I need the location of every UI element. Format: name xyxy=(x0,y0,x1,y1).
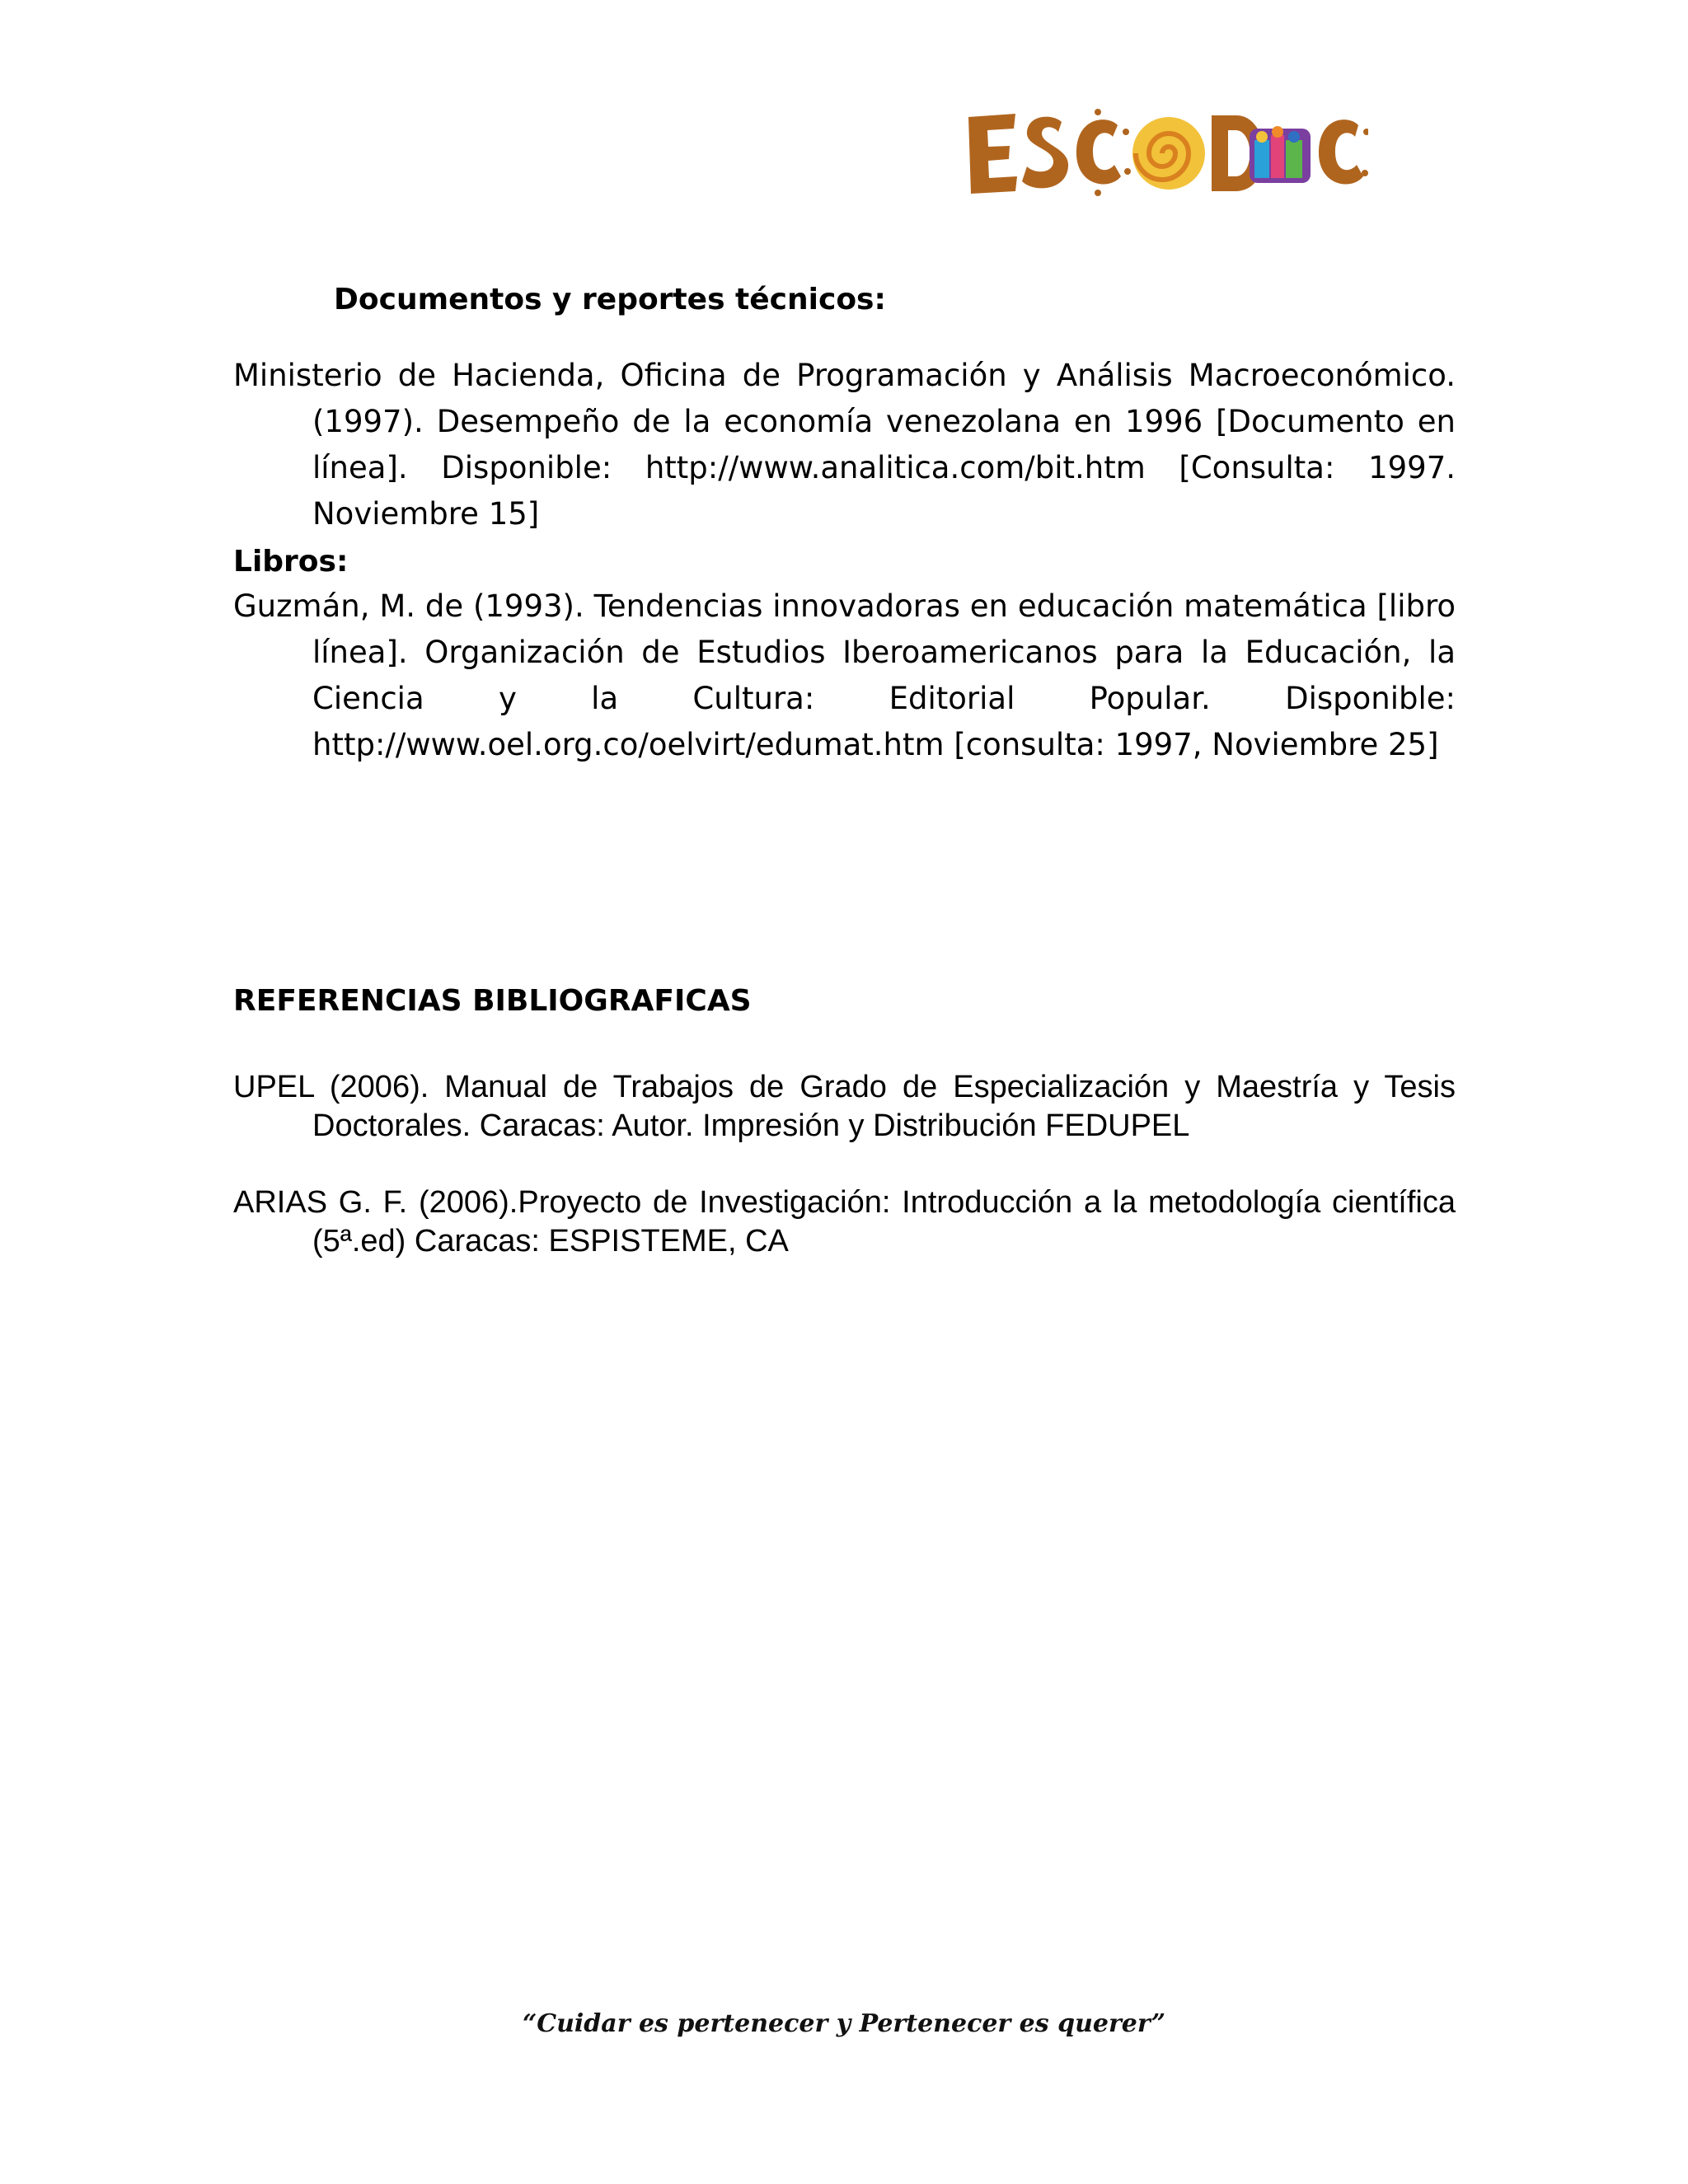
reference-entry-ministerio: Ministerio de Hacienda, Oficina de Programación y Análisis Macroeconómico. (1997). Desempeño de la economía venezolana en 1996 [Documento en línea]. Disponible: http://www.analitica.com/bit.htm [Consulta: 1997. Noviembre 15] xyxy=(233,358,1456,532)
reference-entry-arias: ARIAS G. F. (2006).Proyecto de Investigación: Introducción a la metodología científica (5ª.ed) Caracas: ESPISTEME, CA xyxy=(233,1185,1456,1258)
reference-entry-upel: UPEL (2006). Manual de Trabajos de Grado de Especialización y Maestría y Tesis Doctorales. Caracas: Autor. Impresión y Distribución FEDUPEL xyxy=(233,1070,1456,1143)
reference-entry-guzman: Guzmán, M. de (1993). Tendencias innovadoras en educación matemática [libro línea]. Organización de Estudios Iberoamericanos para la Educación, la Ciencia y la Cultura: Editorial Popular. Disponible: http://www.oel.org.co/oelvirt/edumat.htm [consulta: 1997, Noviembre 25] xyxy=(233,588,1456,762)
escodoc-logo xyxy=(964,107,1368,202)
escodoc-logo-graphic xyxy=(964,107,1368,202)
bibliography-heading: REFERENCIAS BIBLIOGRAFICAS xyxy=(233,984,752,1018)
footer-motto: “Cuidar es pertenecer y Pertenecer es querer” xyxy=(522,2009,1166,2038)
technical-docs-heading: Documentos y reportes técnicos: xyxy=(334,283,886,316)
books-heading: Libros: xyxy=(233,545,349,579)
